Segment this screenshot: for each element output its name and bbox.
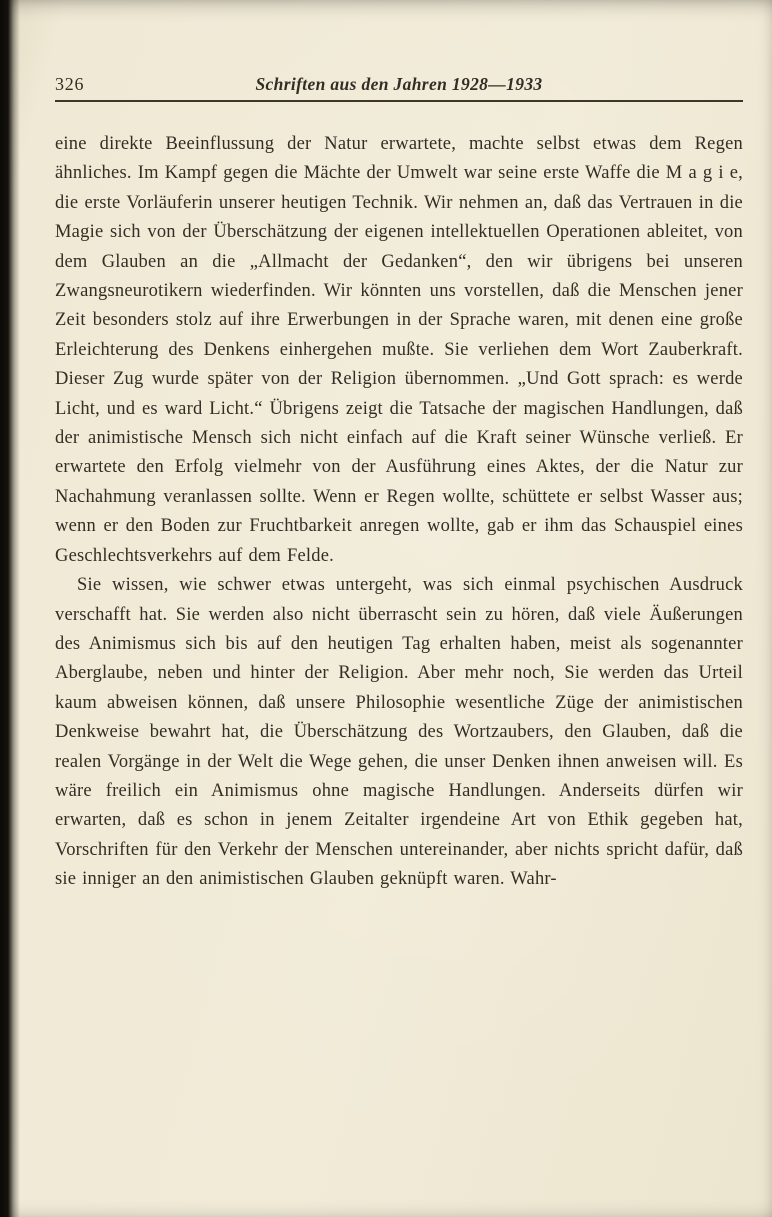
- body-paragraph-2: Sie wissen, wie schwer etwas untergeht, was sich einmal psychischen Ausdruck verschafft hat. Sie werden also nicht überrascht sein zu hören, daß viele Äußerungen des Animismus sich bis auf den heutigen Tag erhalten haben, meist als sogenannter Aberglaube, neben und hinter der Religion. Aber mehr noch, Sie werden das Urteil kaum abweisen können, daß unsere Philosophie wesentliche Züge der animistischen Denkweise bewahrt hat, die Überschätzung des Wortzaubers, den Glauben, daß die realen Vorgänge in der Welt die Wege gehen, die unser Denken ihnen anweisen will. Es wäre freilich ein Animismus ohne magische Handlungen. Anderseits dürfen wir erwarten, daß es schon in jenem Zeitalter irgendeine Art von Ethik gegeben hat, Vorschriften für den Verkehr der Menschen untereinander, aber nichts spricht dafür, daß sie inniger an den animistischen Glauben geknüpft waren. Wahr-: [55, 575, 743, 890]
- running-head: [55, 70, 743, 102]
- body-paragraph-1: eine direkte Beeinflussung der Natur erwartete, machte selbst etwas dem Regen ähnliches. Im Kampf gegen die Mächte der Umwelt war seine erste Waffe die M a g i e, die erste Vorläuferin unserer heutigen Technik. Wir nehmen an, daß das Vertrauen in die Magie sich von der Überschätzung der eigenen intellektuellen Operationen ableitet, von dem Glauben an die „Allmacht der Gedanken“, den wir übrigens bei unseren Zwangsneurotikern wiederfinden. Wir könnten uns vorstellen, daß die Menschen jener Zeit besonders stolz auf ihre Erwerbungen in der Sprache waren, mit denen eine große Erleichterung des Denkens einhergehen mußte. Sie verliehen dem Wort Zauberkraft. Dieser Zug wurde später von der Religion übernommen. „Und Gott sprach: es werde Licht, und es ward Licht.“ Übrigens zeigt die Tatsache der magischen Handlungen, daß der animistische Mensch sich nicht einfach auf die Kraft seiner Wünsche verließ. Er erwartete den Erfolg vielmehr von der Ausführung eines Aktes, der die Natur zur Nachahmung veranlassen sollte. Wenn er Regen wollte, schüttete er selbst Wasser aus; wenn er den Boden zur Fruchtbarkeit anregen wollte, gab er ihm das Schauspiel eines Geschlechtsverkehrs auf dem Felde.: [55, 134, 743, 566]
- scan-edge-shadow: [0, 0, 20, 1217]
- page-body: [55, 130, 743, 895]
- page-content: [55, 70, 743, 895]
- page-number: 326: [55, 74, 85, 94]
- running-title: Schriften aus den Jahren 1928—1933: [255, 74, 543, 94]
